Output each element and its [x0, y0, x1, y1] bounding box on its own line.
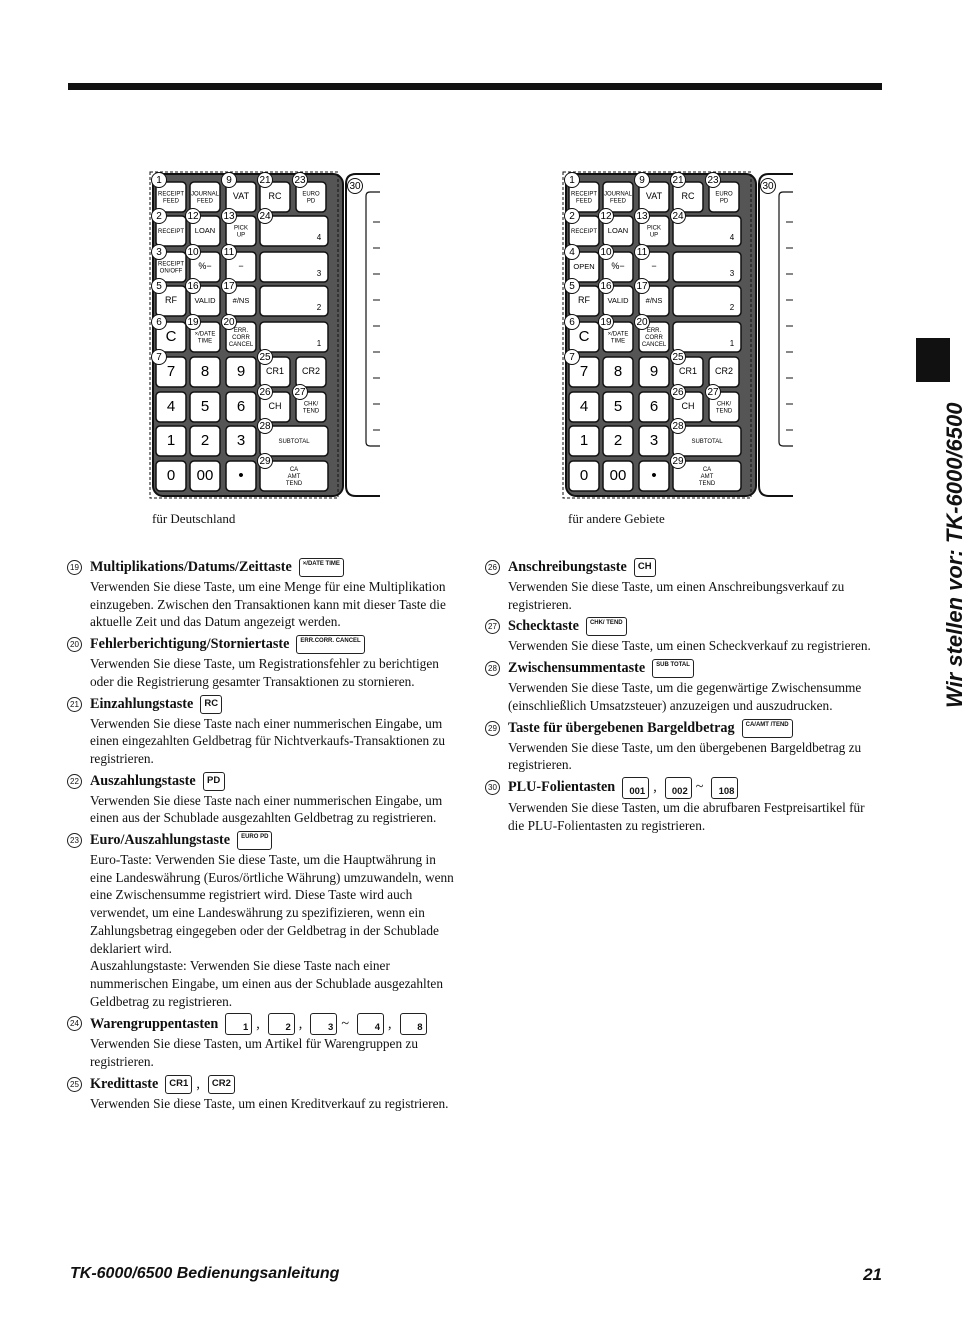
key-icon: CH	[634, 558, 656, 577]
item-description: Verwenden Sie diese Taste, um Registrationsfehler zu berichtigen oder die Registrierung gesamter Transaktionen zu stornieren.	[90, 656, 439, 689]
item-number: 29	[485, 721, 500, 736]
side-section-title: Wir stellen vor: TK-6000/6500	[942, 402, 967, 708]
key-icon: 3	[310, 1013, 337, 1035]
key-label: 5	[200, 397, 210, 415]
key-icon: 8	[400, 1013, 427, 1035]
key-label: 3	[236, 431, 246, 449]
callout-number: 10	[187, 247, 199, 259]
item-title: Schecktaste	[508, 618, 579, 635]
key-label: OPEN	[573, 261, 595, 271]
key-label: VALID	[607, 295, 629, 305]
item-title: Euro/Auszahlungstaste	[90, 832, 231, 849]
key-label: VAT	[645, 191, 663, 202]
key-label: RF	[578, 295, 590, 306]
key-label: 00	[609, 466, 627, 484]
key-label: RECEIPT FEED	[570, 191, 598, 205]
key-label: −	[651, 261, 657, 272]
left-column	[68, 557, 458, 1115]
callout-number: 16	[600, 281, 612, 293]
key-icon: CR2	[208, 1075, 235, 1094]
key-label: 2	[729, 303, 735, 313]
callout-number: 4	[569, 247, 575, 259]
key-icon: CHK/ TEND	[586, 617, 627, 636]
key-description-item	[486, 718, 876, 774]
key-description-item	[68, 694, 458, 768]
key-label: CH	[681, 401, 695, 412]
key-icon: ERR.CORR. CANCEL	[296, 635, 364, 654]
key-label: 4	[316, 233, 322, 243]
key-icon: 002	[665, 777, 692, 799]
item-description: Verwenden Sie diese Taste nach einer nummerischen Eingabe, um einen aus der Schublade ausgezahlten Geldbetrag zu registrieren.	[90, 792, 443, 826]
key-description-item	[68, 1074, 458, 1113]
callout-number: 20	[223, 317, 235, 329]
key-label: C	[578, 327, 590, 345]
key-label: RF	[165, 295, 177, 306]
key-icon: 1	[225, 1013, 252, 1035]
callout-number: 23	[707, 175, 719, 187]
key-separator: ,	[196, 1075, 200, 1092]
key-label: #/NS	[645, 295, 663, 305]
callout-number: 29	[672, 456, 684, 468]
item-title: Taste für übergebenen Bargeldbetrag	[508, 719, 735, 736]
callout-number: 9	[226, 175, 232, 187]
key-label: %−	[611, 261, 625, 272]
right-column	[486, 557, 876, 837]
plu-window	[366, 192, 380, 446]
key-label: 1	[729, 339, 735, 349]
callout-number: 2	[569, 211, 575, 223]
callout-number: 11	[223, 247, 235, 259]
callout-number: 30	[349, 181, 361, 193]
key-label: RC	[681, 191, 695, 202]
key-label: RECEIPT ON/OFF	[157, 261, 185, 275]
key-label: CR1	[678, 366, 698, 377]
key-label: VAT	[232, 191, 250, 202]
callout-number: 1	[569, 175, 575, 187]
item-title: Einzahlungstaste	[90, 695, 194, 712]
key-label: SUBTOTAL	[278, 438, 310, 445]
key-label: RC	[268, 191, 282, 202]
key-icon: 2	[268, 1013, 295, 1035]
key-description-item	[68, 830, 458, 1010]
key-label: 3	[729, 269, 735, 279]
item-description: Verwenden Sie diese Taste, um einen Kreditverkauf zu registrieren.	[90, 1095, 449, 1111]
key-label: ERR. CORR CANCEL	[641, 327, 667, 348]
key-separator: ,	[388, 1015, 392, 1032]
key-label: •	[651, 466, 657, 484]
key-label: −	[238, 261, 244, 272]
callout-number: 26	[672, 387, 684, 399]
key-label: 0	[166, 466, 176, 484]
callout-number: 3	[156, 247, 162, 259]
callout-number: 13	[223, 211, 235, 223]
item-heading	[508, 718, 876, 739]
key-label: CH	[268, 401, 282, 412]
key-description-item	[68, 771, 458, 827]
keyboard-diagram-other	[561, 172, 801, 502]
item-heading	[90, 1013, 458, 1035]
key-label: JOURNAL FEED	[190, 191, 220, 205]
key-label: 1	[579, 431, 589, 449]
key-label: 9	[236, 362, 246, 380]
item-title: Kredittaste	[90, 1075, 159, 1092]
callout-number: 21	[259, 175, 271, 187]
section-tab-marker	[916, 338, 950, 382]
callout-number: 16	[187, 281, 199, 293]
callout-number: 29	[259, 456, 271, 468]
key-label: •	[238, 466, 244, 484]
item-number: 20	[67, 637, 82, 652]
key-label: #/NS	[232, 295, 250, 305]
item-title: Zwischensummentaste	[508, 660, 646, 677]
item-title: Fehlerberichtigung/Storniertaste	[90, 636, 290, 653]
key-label: 6	[649, 397, 659, 415]
callout-number: 10	[600, 247, 612, 259]
item-heading	[508, 557, 876, 578]
item-description: Verwenden Sie diese Taste nach einer nummerischen Eingabe, um einen eingezahlten Geldbetrag für Nichtverkaufs-Transaktionen zu registrieren.	[90, 715, 446, 766]
callout-number: 5	[569, 281, 575, 293]
key-icon: RC	[200, 695, 222, 714]
key-label: 3	[649, 431, 659, 449]
key-separator: ,	[298, 1015, 303, 1032]
callout-number: 13	[636, 211, 648, 223]
item-description: Verwenden Sie diese Taste, um eine Menge für eine Multiplikation einzugeben. Zwischen den Transaktionen kann mit dieser Taste die aktuelle Zeit und das Datum angezeigt werden.	[90, 579, 446, 630]
item-number: 26	[485, 560, 500, 575]
key-label: RECEIPT	[570, 228, 598, 235]
callout-number: 25	[259, 352, 271, 364]
item-title: PLU-Folientasten	[508, 779, 616, 796]
plu-window	[779, 192, 793, 446]
key-label: C	[165, 327, 177, 345]
callout-number: 9	[639, 175, 645, 187]
callout-number: 28	[672, 421, 684, 433]
callout-number: 21	[672, 175, 684, 187]
key-icon: PD	[203, 772, 225, 791]
key-label: ERR. CORR CANCEL	[228, 327, 254, 348]
item-number: 25	[67, 1077, 82, 1092]
key-label: 4	[166, 397, 176, 415]
key-description-item	[486, 658, 876, 714]
key-label: CA AMT TEND	[698, 466, 716, 487]
key-label: ×/DATE TIME	[607, 331, 629, 345]
key-label: CR2	[301, 366, 321, 377]
callout-number: 7	[156, 352, 162, 364]
callout-number: 28	[259, 421, 271, 433]
item-title: Warengruppentasten	[90, 1015, 219, 1032]
callout-number: 24	[259, 211, 271, 223]
callout-number: 2	[156, 211, 162, 223]
keyboard-caption: für andere Gebiete	[568, 511, 665, 526]
key-label: 8	[200, 362, 210, 380]
key-label: 9	[649, 362, 659, 380]
item-title: Anschreibungstaste	[508, 559, 627, 575]
key-description-item	[68, 1013, 458, 1070]
key-separator: ~	[695, 779, 704, 796]
key-label: 5	[613, 397, 623, 415]
key-description-item	[486, 557, 876, 613]
item-description: Verwenden Sie diese Tasten, um die abrufbaren Festpreisartikel für die PLU-Folientasten zu registrieren.	[508, 799, 865, 833]
key-description-item	[486, 616, 876, 655]
key-label: PICK UP	[646, 225, 662, 239]
callout-number: 7	[569, 352, 575, 364]
item-description: Verwenden Sie diese Taste, um einen Scheckverkauf zu registrieren.	[508, 638, 871, 654]
footer-title: TK-6000/6500 Bedienungsanleitung	[70, 1265, 340, 1282]
callout-number: 1	[156, 175, 162, 187]
item-number: 21	[67, 697, 82, 712]
item-heading	[90, 1074, 458, 1095]
item-heading	[90, 557, 458, 578]
callout-number: 6	[156, 317, 162, 329]
item-number: 19	[67, 560, 82, 575]
key-label: 0	[579, 466, 589, 484]
callout-number: 27	[294, 387, 306, 399]
key-icon: SUB TOTAL	[652, 659, 694, 678]
callout-number: 27	[707, 387, 719, 399]
key-icon: 001	[622, 777, 649, 799]
callout-number: 24	[672, 211, 684, 223]
item-heading	[508, 616, 876, 637]
key-separator: ,	[256, 1015, 260, 1032]
item-heading	[90, 830, 458, 851]
key-label: EURO PD	[715, 191, 733, 205]
callout-number: 6	[569, 317, 575, 329]
item-description: Verwenden Sie diese Tasten, um Artikel für Warengruppen zu registrieren.	[90, 1036, 418, 1070]
key-icon: CA/AMT /TEND	[742, 719, 793, 738]
key-description-item	[68, 634, 458, 690]
callout-number: 19	[600, 317, 612, 329]
item-number: 24	[67, 1016, 82, 1031]
callout-number: 23	[294, 175, 306, 187]
callout-number: 12	[600, 211, 612, 223]
item-description-2: Auszahlungstaste: Verwenden Sie diese Taste nach einer nummerischen Eingabe, um einen aus der Schublade ausgezahlten Geldbetrag zu registrieren.	[90, 958, 443, 1009]
item-heading	[508, 777, 876, 799]
key-label: 8	[613, 362, 623, 380]
callout-number: 12	[187, 211, 199, 223]
item-description: Verwenden Sie diese Taste, um einen Anschreibungsverkauf zu registrieren.	[508, 579, 845, 612]
keyboard-diagram-germany	[148, 172, 388, 502]
key-icon: EURO PD	[237, 831, 272, 850]
callout-number: 17	[636, 281, 648, 293]
key-label: LOAN	[607, 225, 629, 235]
key-label: CR1	[265, 366, 285, 377]
key-label: %−	[198, 261, 212, 272]
key-icon: 4	[357, 1013, 384, 1035]
key-label: 7	[166, 362, 176, 380]
callout-number: 5	[156, 281, 162, 293]
key-label: CR2	[714, 366, 734, 377]
key-label: 2	[613, 431, 623, 449]
key-icon: ×/DATE TIME	[299, 558, 344, 577]
callout-number: 26	[259, 387, 271, 399]
keyboard-caption: für Deutschland	[152, 511, 236, 526]
key-label: JOURNAL FEED	[603, 191, 633, 205]
key-label: 4	[729, 233, 735, 243]
key-label: 2	[200, 431, 210, 449]
key-description-item	[68, 557, 458, 631]
key-icon: CR1	[165, 1075, 192, 1094]
key-label: CHK/ TEND	[302, 401, 320, 415]
item-number: 28	[485, 661, 500, 676]
page-number: 21	[863, 1265, 882, 1284]
key-label: ×/DATE TIME	[194, 331, 216, 345]
item-number: 23	[67, 833, 82, 848]
key-label: 1	[316, 339, 322, 349]
key-label: 00	[196, 466, 214, 484]
item-heading	[90, 634, 458, 655]
key-label: LOAN	[194, 225, 216, 235]
item-title: Auszahlungstaste	[90, 772, 196, 789]
item-heading	[90, 694, 458, 715]
key-label: 6	[236, 397, 246, 415]
callout-number: 11	[636, 247, 648, 259]
key-icon: 108	[711, 777, 738, 799]
callout-number: 30	[762, 181, 774, 193]
item-number: 30	[485, 780, 500, 795]
header-rule	[68, 83, 882, 90]
key-label: SUBTOTAL	[691, 438, 723, 445]
key-label: 2	[316, 303, 322, 313]
item-heading	[90, 771, 458, 792]
callout-number: 20	[636, 317, 648, 329]
item-number: 22	[67, 774, 82, 789]
key-label: PICK UP	[233, 225, 249, 239]
key-label: 1	[166, 431, 176, 449]
item-description: Verwenden Sie diese Taste, um die gegenwärtige Zwischensumme (einschließlich Umsatzsteuer) anzuzeigen und auszudrucken.	[508, 680, 862, 713]
item-description: Euro-Taste: Verwenden Sie diese Taste, um die Hauptwährung in eine Landeswährung (Euros/örtliche Währung) umzuwandeln, wenn eine Zwischensumme registriert wird. Diese Taste wird auch verwendet, um eine Landeswährung zu spezifizieren, wenn ein Zahlungsbetrag eingegeben oder der Geldbetrag in der Schublade deklariert wird.	[90, 852, 454, 956]
key-label: EURO PD	[302, 191, 320, 205]
key-label: RECEIPT FEED	[157, 191, 185, 205]
key-description-item	[486, 777, 876, 834]
item-description: Verwenden Sie diese Taste, um den übergebenen Bargeldbetrag zu registrieren.	[508, 739, 862, 773]
callout-number: 17	[223, 281, 235, 293]
key-label: 4	[579, 397, 589, 415]
callout-number: 19	[187, 317, 199, 329]
key-separator: ~	[341, 1015, 350, 1032]
item-title: Multiplikations/Datums/Zeittaste	[90, 559, 292, 575]
key-label: CA AMT TEND	[285, 466, 303, 487]
key-label: RECEIPT	[157, 228, 185, 235]
key-label: CHK/ TEND	[715, 401, 733, 415]
callout-number: 25	[672, 352, 684, 364]
key-label: 7	[579, 362, 589, 380]
key-label: VALID	[194, 295, 216, 305]
item-heading	[508, 658, 876, 679]
item-number: 27	[485, 619, 500, 634]
key-separator: ,	[653, 779, 657, 796]
key-label: 3	[316, 269, 322, 279]
